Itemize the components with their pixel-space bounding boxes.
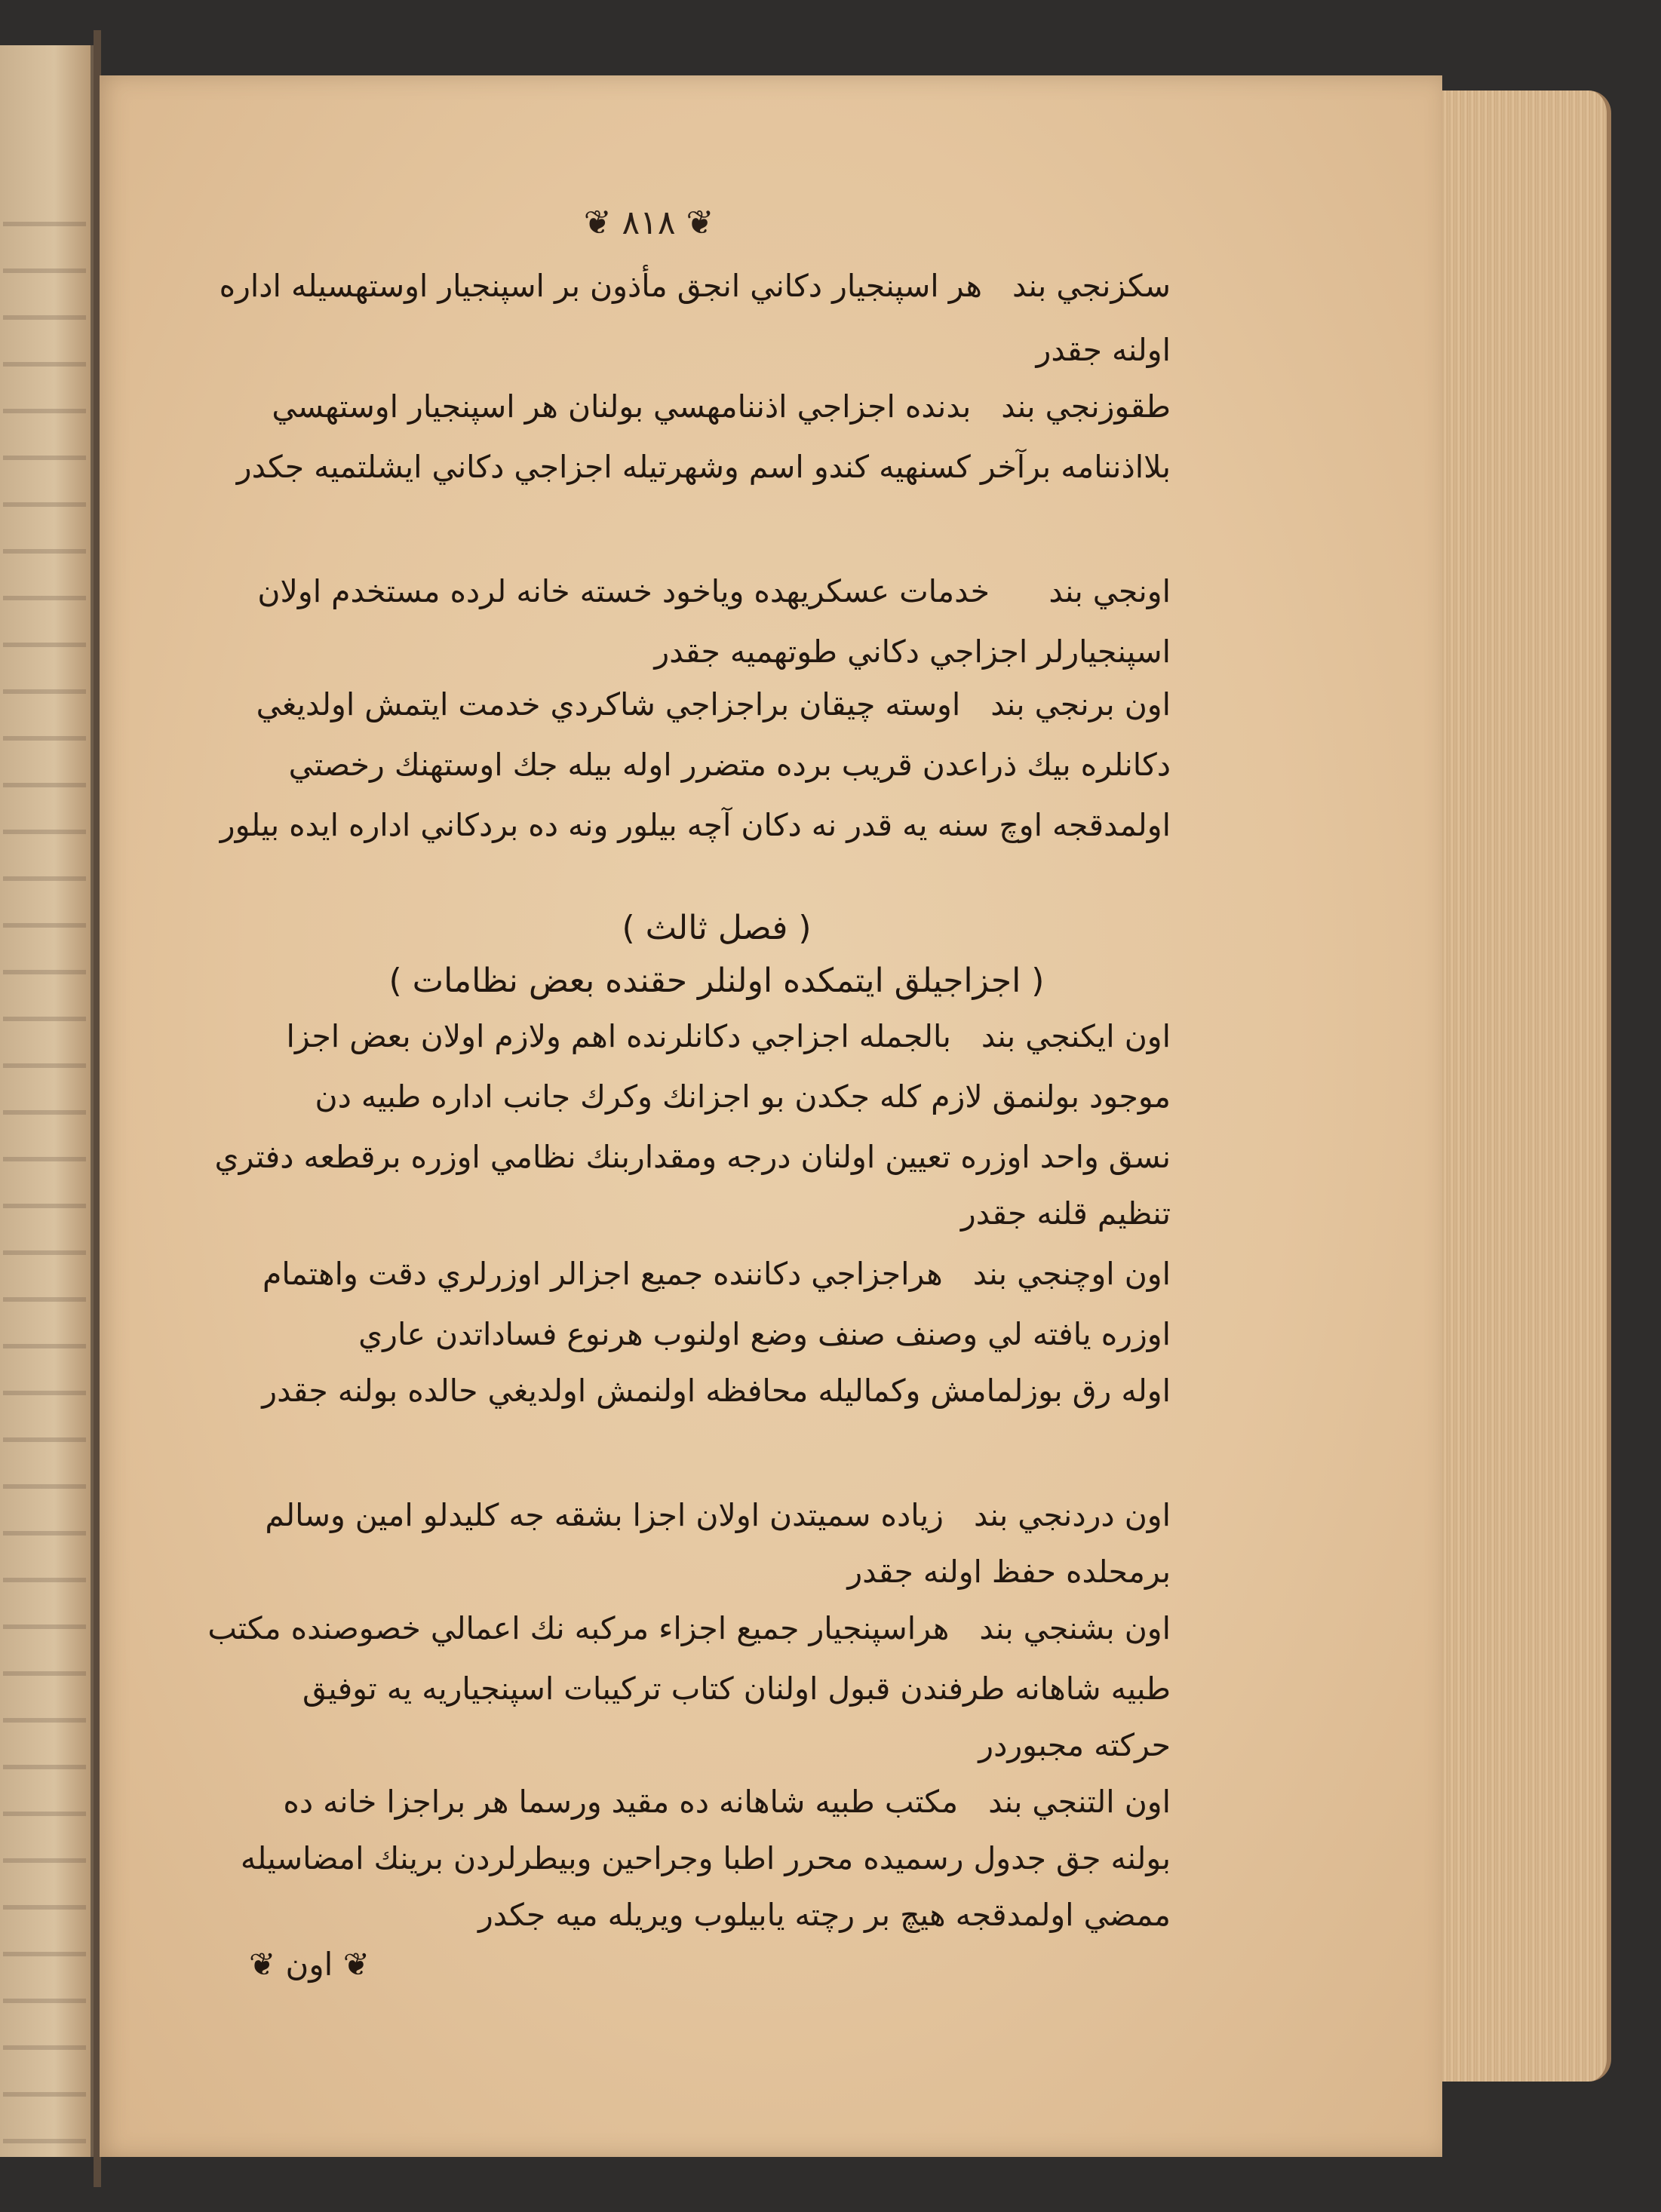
line-text: اولمدقجه اوچ سنه يه قدر نه دكان آچه بيلور ونه ده بردكاني اداره ايده بيلور	[220, 807, 1171, 843]
text-line	[272, 388, 1171, 425]
line-text: موجود بولنمق لازم كله جكدن بو اجزانك وكرك جانب اداره طبيه دن	[315, 1078, 1171, 1115]
text-line	[263, 1256, 1171, 1292]
clause-label: اون دردنجي بند	[973, 1497, 1171, 1533]
text-line	[256, 686, 1171, 723]
text-line	[847, 1554, 1171, 1590]
line-text: بالجمله اجزاجي دكانلرنده اهم ولازم اولان بعض اجزا	[286, 1018, 951, 1054]
text-line	[241, 1840, 1171, 1876]
line-text: اولنه جقدر	[1036, 332, 1171, 368]
clause-label: سكزنجي بند	[1012, 268, 1171, 304]
text-line	[237, 449, 1171, 485]
text-line	[286, 1018, 1171, 1054]
text-line	[654, 634, 1171, 670]
text-line	[220, 268, 1171, 304]
text-line	[961, 1195, 1171, 1232]
line-text: خدمات عسكريهده وياخود خسته خانه لرده مستخدم اولان	[257, 573, 990, 609]
section-subheading: ( اجزاجيلق ايتمكده اولنلر حقنده بعض نظامات )	[388, 962, 1045, 1000]
text-line	[302, 1671, 1171, 1707]
line-text: اسپنجيارلر اجزاجي دكاني طوتهميه جقدر	[654, 634, 1171, 670]
clause-label: اون التنجي بند	[988, 1784, 1171, 1820]
text-line	[478, 1897, 1171, 1933]
line-text: تنظيم قلنه جقدر	[960, 1195, 1171, 1232]
page-number: ❦ ٨١٨ ❦	[583, 204, 714, 242]
text-line	[265, 1497, 1171, 1533]
text-line	[207, 1610, 1171, 1646]
text-line	[257, 573, 1171, 609]
text-line	[315, 1078, 1171, 1115]
clause-label: اون ايكنجي بند	[981, 1018, 1171, 1054]
line-text: بلااذننامه برآخر كسنهيه كندو اسم وشهرتيله اجزاجي دكاني ايشلتميه جكدر	[236, 449, 1171, 485]
section-heading: ( فصل ثالث )	[622, 909, 812, 947]
left-page-edge	[0, 45, 94, 2157]
text-line	[978, 1727, 1171, 1763]
left-page-text-fragment	[3, 196, 86, 2157]
line-text: حركته مجبوردر	[978, 1727, 1171, 1763]
line-text: بدنده اجزاجي اذننامهسي بولنان هر اسپنجيار اوستهسي	[272, 388, 972, 425]
clause-label: طقوزنجي بند	[1001, 388, 1171, 425]
text-line	[1036, 332, 1171, 368]
line-text: بولنه جق جدول رسميده محرر اطبا وجراحين وبيطرلردن برينك امضاسيله	[240, 1840, 1171, 1876]
text-line	[358, 1316, 1171, 1352]
text-line	[262, 1373, 1171, 1409]
text-line	[215, 1139, 1171, 1175]
clause-label: اونجي بند	[1048, 573, 1171, 609]
text-line	[283, 1784, 1171, 1820]
line-text: طبيه شاهانه طرفندن قبول اولنان كتاب تركيبات اسپنجياريه يه توفيق	[302, 1671, 1171, 1707]
line-text: دكانلره بيك ذراعدن قريب برده متضرر اوله بيله جك اوستهنك رخصتي	[288, 747, 1171, 783]
clause-label: اون برنجي بند	[990, 686, 1171, 723]
line-text: اوزره يافته لي وصنف صنف وضع اولنوب هرنوع فساداتدن عاري	[358, 1316, 1171, 1352]
clause-label: اون اوچنجي بند	[972, 1256, 1171, 1292]
line-text: برمحلده حفظ اولنه جقدر	[847, 1554, 1171, 1590]
line-text: هراجزاجي دكاننده جميع اجزالر اوزرلري دقت واهتمام	[263, 1256, 943, 1292]
line-text: اوله رق بوزلمامش وكماليله محافظه اولنمش اولديغي حالده بولنه جقدر	[262, 1373, 1171, 1409]
text-line	[289, 747, 1171, 783]
page-edges	[1441, 91, 1611, 2082]
line-text: مكتب طبيه شاهانه ده مقيد ورسما هر براجزا خانه ده	[283, 1784, 959, 1820]
clause-label: اون بشنجي بند	[979, 1610, 1171, 1646]
line-text: هر اسپنجيار دكاني انجق مأذون بر اسپنجيار اوستهسيله اداره	[219, 268, 982, 304]
catchword: ❦ اون ❦	[249, 1946, 370, 1983]
line-text: اوسته چيقان براجزاجي شاكردي خدمت ايتمش اولديغي	[256, 686, 961, 723]
line-text: ممضي اولمدقجه هيچ بر رچته يابيلوب ويريله ميه جكدر	[477, 1897, 1171, 1933]
line-text: زياده سميتدن اولان اجزا بشقه جه كليدلو امين وسالم	[265, 1497, 944, 1533]
text-line	[220, 807, 1171, 843]
line-text: هراسپنجيار جميع اجزاء مركبه نك اعمالي خصوصنده مكتب	[207, 1610, 950, 1646]
line-text: نسق واحد اوزره تعيين اولنان درجه ومقداربنك نظامي اوزره برقطعه دفتري	[214, 1139, 1171, 1175]
